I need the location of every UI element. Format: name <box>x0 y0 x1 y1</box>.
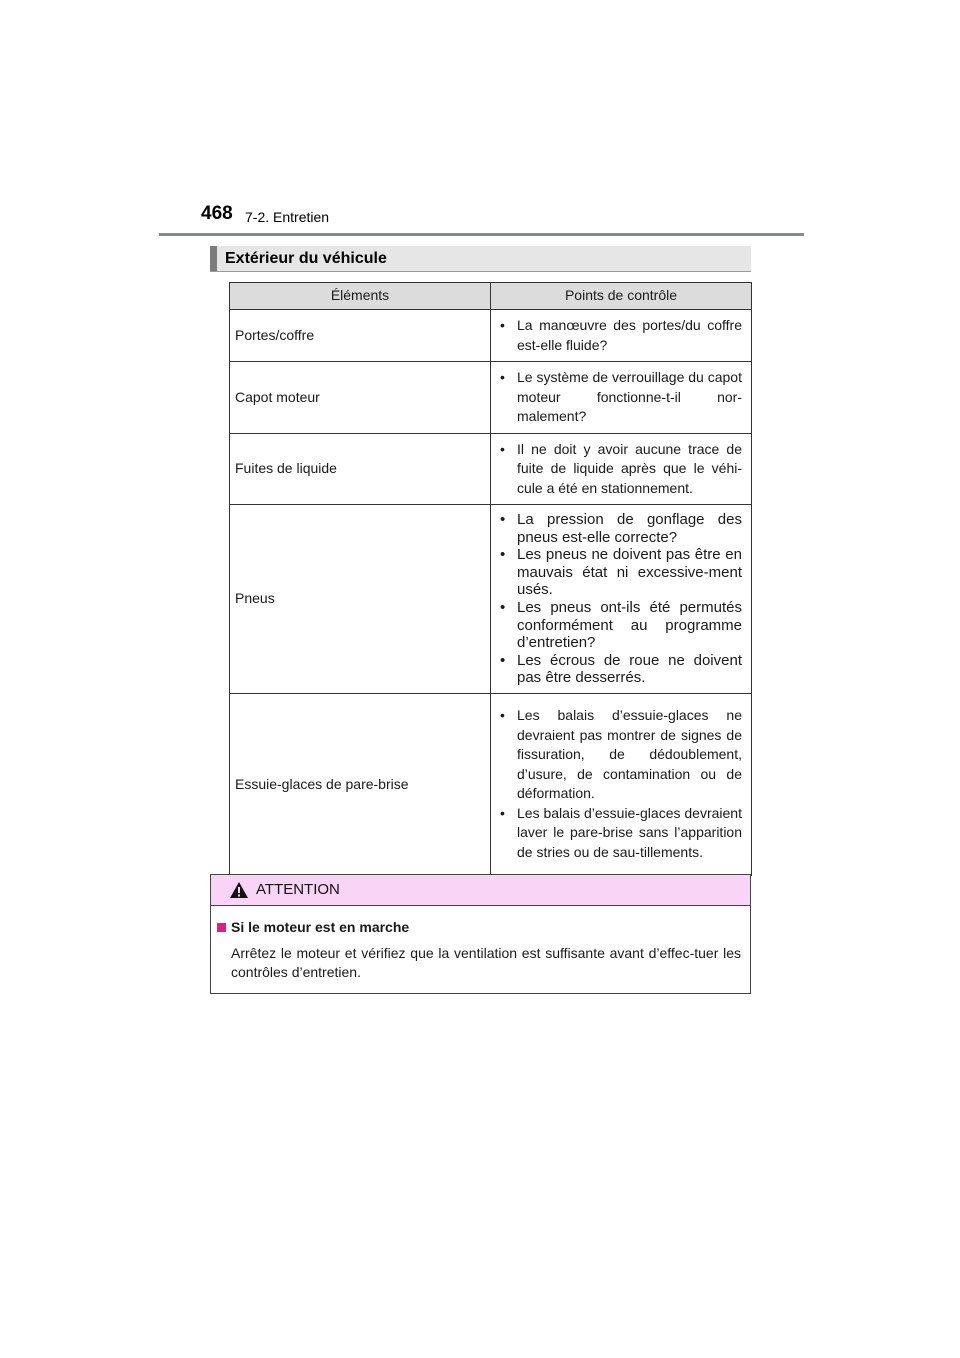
row-points <box>491 693 752 875</box>
warning-text: Arrêtez le moteur et vérifiez que la ventilation est suffisante avant d’effec-tuer les contrôles d’entretien. <box>231 944 741 980</box>
row-points <box>491 310 752 362</box>
check-item: • Il ne doit y avoir aucune trace de fuite de liquide après que le véhi-cule a été en stationnement. <box>499 440 742 499</box>
warning-box <box>210 874 751 994</box>
table-header-row <box>230 283 752 310</box>
column-header-checkpoints: Points de contrôle <box>491 283 752 310</box>
section-title-bar <box>210 246 751 272</box>
warning-label: ATTENTION <box>256 881 340 898</box>
check-item: • Les écrous de roue ne doivent pas être desserrés. <box>499 652 742 687</box>
table-row <box>230 505 752 694</box>
section-label: 7-2. Entretien <box>245 209 330 225</box>
warning-subheading <box>217 918 741 938</box>
row-element: Fuites de liquide <box>230 433 491 505</box>
section-title: Extérieur du véhicule <box>225 250 387 267</box>
check-item: • La manœuvre des portes/du coffre est-elle fluide? <box>499 316 742 355</box>
column-header-elements: Éléments <box>230 283 491 310</box>
inspection-table <box>229 282 752 876</box>
row-element: Pneus <box>230 505 491 694</box>
warning-body <box>211 906 750 983</box>
row-points <box>491 362 752 434</box>
page-number: 468 <box>201 203 233 224</box>
section-accent <box>210 246 217 271</box>
warning-triangle-icon <box>229 881 249 904</box>
table-row <box>230 362 752 434</box>
check-item: • Les pneus ont-ils été permutés conformément au programme d’entretien? <box>499 599 742 652</box>
header-rule <box>159 233 804 236</box>
row-element: Essuie-glaces de pare-brise <box>230 693 491 875</box>
table-row <box>230 693 752 875</box>
check-item: • Les balais d’essuie-glaces devraient laver le pare-brise sans l’apparition de stries ou de sau-tillements. <box>499 804 742 863</box>
check-item: • La pression de gonflage des pneus est-elle correcte? <box>499 511 742 546</box>
check-item: • Le système de verrouillage du capot moteur fonctionne-t-il nor-malement? <box>499 368 742 427</box>
row-element: Capot moteur <box>230 362 491 434</box>
check-item: • Les balais d’essuie-glaces ne devraient pas montrer de signes de fissuration, de dédoublement, d’usure, de contamination ou de déformation. <box>499 706 742 804</box>
square-bullet-icon <box>217 923 226 932</box>
table-row <box>230 433 752 505</box>
table-row <box>230 310 752 362</box>
warning-header <box>211 875 750 906</box>
check-item: • Les pneus ne doivent pas être en mauvais état ni excessive-ment usés. <box>499 546 742 599</box>
row-points <box>491 433 752 505</box>
warning-heading-text: Si le moteur est en marche <box>231 919 410 935</box>
row-element: Portes/coffre <box>230 310 491 362</box>
row-points <box>491 505 752 694</box>
